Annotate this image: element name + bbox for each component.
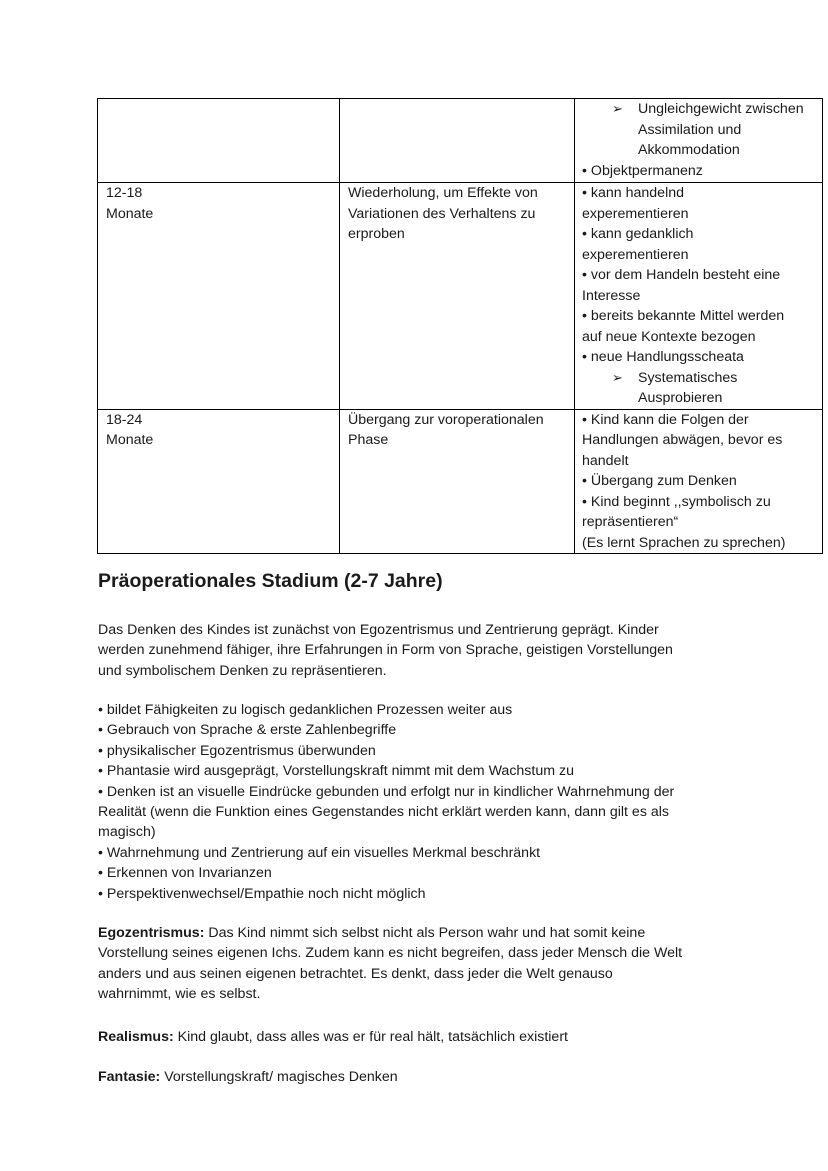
egozentrismus-text: anders und aus seinen eigenen betrachtet. Es denkt, dass jeder die Welt genauso [98, 965, 613, 982]
list-item-line: • Perspektivenwechsel/Empathie noch nicht möglich [98, 885, 426, 902]
description-cell [340, 99, 575, 183]
description-line: Übergang zur voroperationalen [348, 411, 544, 428]
feature-line: auf neue Kontexte bezogen [582, 328, 756, 345]
list-item [98, 843, 748, 863]
age-line: Monate [106, 205, 154, 222]
realismus-text: Kind glaubt, dass alles was er für real hält, tatsächlich existiert [173, 1029, 568, 1045]
arrow-item [582, 368, 820, 389]
list-item [98, 761, 748, 781]
list-item [98, 782, 748, 843]
features-cell [575, 183, 823, 410]
description-line: Phase [348, 432, 389, 448]
intro-line: Das Denken des Kindes ist zunächst von Egozentrismus und Zentrierung geprägt. Kinder [98, 622, 659, 638]
description-cell [340, 409, 575, 554]
feature-line: repräsentieren“ [582, 514, 679, 530]
feature-line: • Kind beginnt ,,symbolisch zu [582, 493, 771, 510]
arrowhead-bullet-icon [612, 388, 638, 409]
description-line: Wiederholung, um Effekte von [348, 185, 538, 201]
features-cell [575, 409, 823, 554]
feature-line: experementieren [582, 246, 689, 263]
feature-line: Interesse [582, 287, 641, 304]
arrow-item-text: Akkommodation [638, 142, 740, 158]
egozentrismus-term: Egozentrismus: [98, 925, 205, 941]
egozentrismus-text: wahrnimmt, wie es selbst. [98, 986, 261, 1003]
arrow-item-text: Systematisches [638, 369, 738, 386]
intro-line: werden zunehmend fähiger, ihre Erfahrungen in Form von Sprache, geistigen Vorstellungen [98, 642, 673, 659]
feature-line: • kann handelnd [582, 185, 685, 201]
feature-line: • bereits bekannte Mittel werden [582, 308, 785, 324]
feature-list [98, 700, 748, 904]
age-line: Monate [106, 432, 154, 448]
arrowhead-bullet-icon [612, 140, 638, 161]
feature-line: (Es lernt Sprachen zu sprechen) [582, 534, 786, 551]
fantasie-paragraph [98, 1067, 748, 1087]
fantasie-term: Fantasie: [98, 1069, 161, 1085]
list-item-line: • Phantasie wird ausgeprägt, Vorstellungskraft nimmt mit dem Wachstum zu [98, 763, 574, 780]
features-cell [575, 99, 823, 183]
feature-bullet: • Objektpermanenz [582, 162, 703, 179]
fantasie-text: Vorstellungskraft/ magisches Denken [160, 1069, 398, 1085]
age-cell [98, 99, 340, 183]
list-item-line: • Erkennen von Invarianzen [98, 865, 272, 882]
arrow-item [582, 140, 820, 161]
realismus-paragraph [98, 1027, 748, 1047]
description-line: Variationen des Verhaltens zu [348, 205, 536, 222]
egozentrismus-text: Vorstellung seines eigenen Ichs. Zudem kann es nicht begreifen, dass jeder Mensch die Welt [98, 945, 683, 962]
feature-line: handelt [582, 452, 629, 469]
feature-line: • vor dem Handeln besteht eine [582, 267, 781, 283]
age-line: 12-18 [106, 185, 143, 201]
arrow-item-text: Ungleichgewicht zwischen [638, 101, 804, 117]
egozentrismus-paragraph [98, 923, 748, 1005]
feature-line: • Übergang zum Denken [582, 473, 737, 489]
age-line: 18-24 [106, 411, 143, 428]
list-item [98, 741, 748, 761]
arrow-item-text: Ausprobieren [638, 390, 723, 406]
table-row [98, 99, 823, 183]
list-item [98, 863, 748, 883]
list-item-line: • Wahrnehmung und Zentrierung auf ein visuelles Merkmal beschränkt [98, 844, 541, 861]
list-item [98, 884, 748, 904]
list-item-line: • bildet Fähigkeiten zu logisch gedanklichen Prozessen weiter aus [98, 702, 513, 718]
feature-line: • kann gedanklich [582, 226, 694, 242]
intro-line: und symbolischem Denken zu repräsentieren. [98, 662, 387, 679]
list-item-line: magisch) [98, 824, 156, 841]
description-cell [340, 183, 575, 410]
table-row [98, 183, 823, 410]
list-item-line: • physikalischer Egozentrismus überwunden [98, 742, 376, 759]
age-cell [98, 409, 340, 554]
list-item [98, 720, 748, 740]
section-title: Präoperationales Stadium (2-7 Jahre) [98, 570, 443, 592]
feature-line: • Kind kann die Folgen der [582, 411, 749, 428]
arrowhead-bullet-icon: ➢ [612, 369, 623, 385]
list-item-line: • Gebrauch von Sprache & erste Zahlenbegriffe [98, 722, 397, 739]
arrowhead-bullet-icon [612, 120, 638, 141]
list-item [98, 700, 748, 720]
feature-line: Handlungen abwägen, bevor es [582, 432, 783, 448]
arrow-item-text: Assimilation und [638, 121, 742, 138]
egozentrismus-text: Das Kind nimmt sich selbst nicht als Person wahr und hat somit keine [204, 925, 646, 941]
table-row [98, 409, 823, 554]
age-cell [98, 183, 340, 410]
stage-table [97, 98, 823, 554]
description-line: erproben [348, 226, 405, 242]
feature-line: experementieren [582, 205, 689, 222]
arrowhead-bullet-icon: ➢ [612, 101, 623, 116]
list-item-line: Realität (wenn die Funktion eines Gegenstandes nicht erklärt werden kann, dann gilt es als [98, 804, 669, 821]
realismus-term: Realismus: [98, 1029, 174, 1045]
intro-paragraph [98, 620, 748, 681]
arrow-item [582, 388, 820, 409]
list-item-line: • Denken ist an visuelle Eindrücke gebunden und erfolgt nur in kindlicher Wahrnehmung der [98, 783, 675, 800]
feature-line: • neue Handlungsscheata [582, 349, 744, 365]
arrow-item [582, 99, 820, 120]
arrow-item [582, 120, 820, 141]
